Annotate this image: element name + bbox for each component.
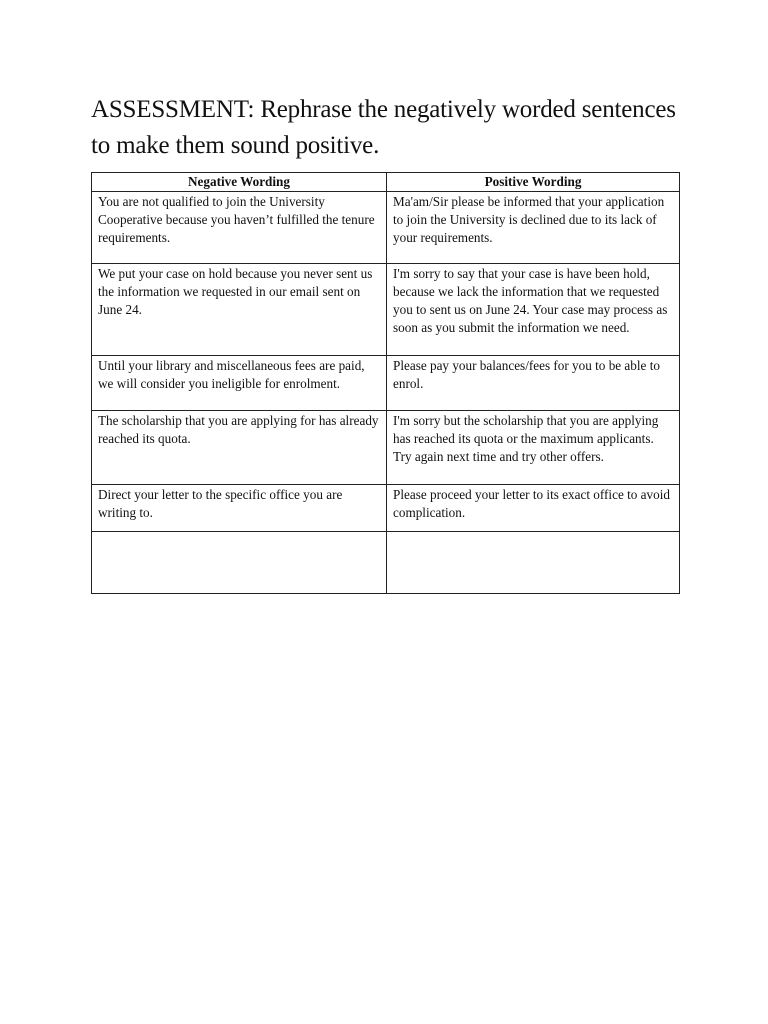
table-header-row: [92, 173, 680, 192]
table-row: [92, 356, 680, 411]
positive-cell-empty: [387, 532, 680, 594]
negative-cell: Until your library and miscellaneous fees are paid, we will consider you ineligible for enrolment.: [92, 356, 387, 411]
positive-cell: I'm sorry but the scholarship that you are applying has reached its quota or the maximum applicants. Try again next time and try other offers.: [387, 411, 680, 485]
header-negative-wording: Negative Wording: [92, 173, 387, 192]
negative-cell-empty: [92, 532, 387, 594]
table-row: [92, 264, 680, 356]
table-row-empty: [92, 532, 680, 594]
table-row: [92, 192, 680, 264]
assessment-title: ASSESSMENT: Rephrase the negatively worded sentences to make them sound positive.: [91, 96, 676, 159]
negative-cell: We put your case on hold because you never sent us the information we requested in our email sent on June 24.: [92, 264, 387, 356]
positive-cell: Please proceed your letter to its exact office to avoid complication.: [387, 485, 680, 532]
header-positive-wording: Positive Wording: [387, 173, 680, 192]
table-row: [92, 485, 680, 532]
table-row: [92, 411, 680, 485]
positive-cell: Ma'am/Sir please be informed that your application to join the University is declined due to its lack of your requirements.: [387, 192, 680, 264]
positive-cell: Please pay your balances/fees for you to be able to enrol.: [387, 356, 680, 411]
negative-cell: The scholarship that you are applying for has already reached its quota.: [92, 411, 387, 485]
negative-cell: Direct your letter to the specific office you are writing to.: [92, 485, 387, 532]
wording-table: [91, 172, 680, 594]
positive-cell: I'm sorry to say that your case is have been hold, because we lack the information that we requested you to sent us on June 24. Your case may process as soon as you submit the information we need.: [387, 264, 680, 356]
negative-cell: You are not qualified to join the University Cooperative because you haven’t fulfilled the tenure requirements.: [92, 192, 387, 264]
